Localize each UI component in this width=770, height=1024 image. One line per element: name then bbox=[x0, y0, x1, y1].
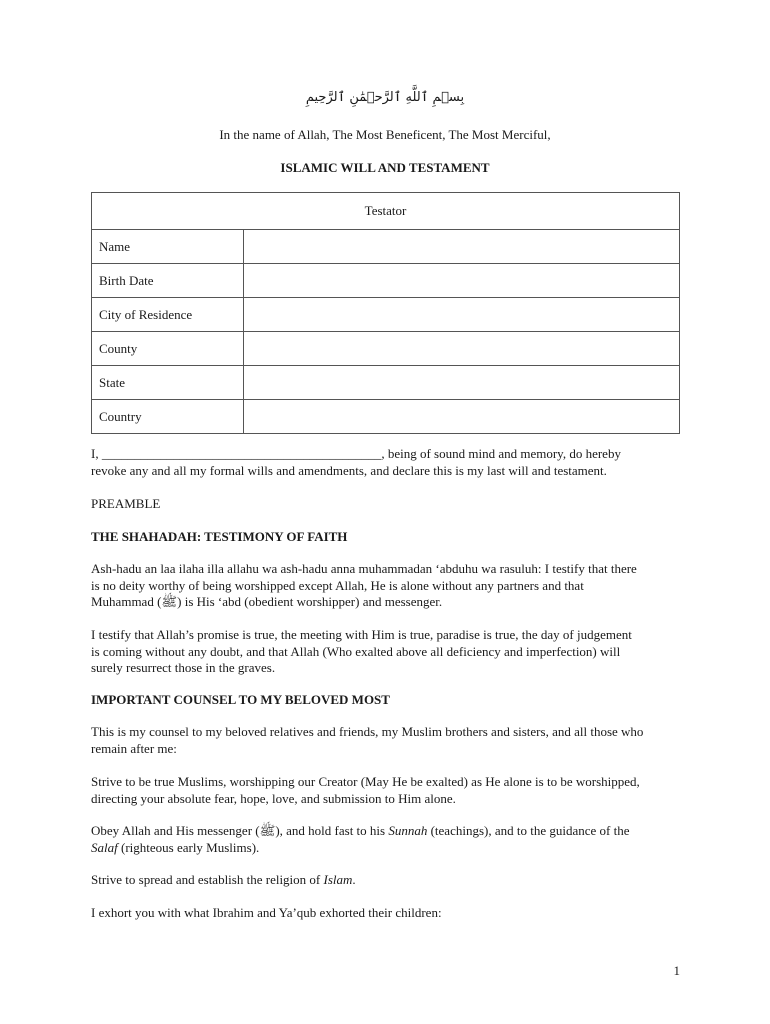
shahadah-paragraph-2 bbox=[91, 627, 686, 677]
table-row bbox=[92, 264, 680, 298]
shahadah-paragraph-1 bbox=[91, 561, 686, 611]
birth-date-field[interactable] bbox=[244, 264, 680, 298]
text-span: Obey Allah and His messenger (ﷺ), and hold fast to his bbox=[91, 823, 389, 838]
text-span: Strive to spread and establish the religion of bbox=[91, 872, 324, 887]
declaration-paragraph bbox=[91, 446, 686, 479]
sunnah-term: Sunnah bbox=[388, 823, 428, 838]
text-line: I testify that Allah’s promise is true, the meeting with Him is true, paradise is true, the day of judgement bbox=[91, 627, 632, 642]
testator-heading: Testator bbox=[92, 193, 680, 230]
birth-date-label: Birth Date bbox=[92, 264, 244, 298]
shahadah-heading: THE SHAHADAH: TESTIMONY OF FAITH bbox=[91, 529, 348, 544]
text-line bbox=[91, 823, 686, 840]
county-field[interactable] bbox=[244, 332, 680, 366]
text-line: Ash-hadu an laa ilaha illa allahu wa ash-hadu anna muhammadan ‘abduhu wa rasuluh: I testify that there bbox=[91, 561, 637, 576]
text-line: Strive to be true Muslims, worshipping our Creator (May He be exalted) as He alone is to be worshipped, bbox=[91, 774, 640, 789]
text-line: remain after me: bbox=[91, 740, 177, 756]
text-line: directing your absolute fear, hope, love, and submission to Him alone. bbox=[91, 790, 456, 806]
text-line bbox=[91, 840, 686, 857]
table-row bbox=[92, 400, 680, 434]
country-label: Country bbox=[92, 400, 244, 434]
text-line: This is my counsel to my beloved relatives and friends, my Muslim brothers and sisters, and all those who bbox=[91, 724, 644, 739]
counsel-paragraph-4 bbox=[91, 872, 686, 889]
page-number: 1 bbox=[673, 963, 680, 978]
invocation-line: In the name of Allah, The Most Beneficent, The Most Merciful, bbox=[219, 127, 551, 142]
table-row bbox=[92, 366, 680, 400]
city-field[interactable] bbox=[244, 298, 680, 332]
table-row bbox=[92, 332, 680, 366]
state-label: State bbox=[92, 366, 244, 400]
text-line: is coming without any doubt, and that Allah (Who exalted above all deficiency and imperfection) will bbox=[91, 643, 621, 659]
text-span: . bbox=[352, 872, 356, 887]
declaration-line: revoke any and all my formal wills and amendments, and declare this is my last will and testament. bbox=[91, 462, 607, 478]
name-label: Name bbox=[92, 230, 244, 264]
table-row bbox=[92, 298, 680, 332]
counsel-paragraph-1 bbox=[91, 724, 686, 757]
basmala-calligraphy: بِسۡمِ ٱللَّهِ ٱلرَّحۡمَٰنِ ٱلرَّحِيمِ bbox=[305, 90, 465, 105]
state-field[interactable] bbox=[244, 366, 680, 400]
preamble-heading: PREAMBLE bbox=[91, 496, 161, 511]
text-span: (teachings), and to the guidance of the bbox=[427, 823, 630, 838]
islam-term: Islam bbox=[323, 872, 353, 887]
name-field[interactable] bbox=[244, 230, 680, 264]
document-title: ISLAMIC WILL AND TESTAMENT bbox=[280, 160, 490, 175]
text-line: Muhammad (ﷺ) is His ‘abd (obedient worshipper) and messenger. bbox=[91, 594, 443, 609]
country-field[interactable] bbox=[244, 400, 680, 434]
counsel-paragraph-3 bbox=[91, 823, 686, 856]
city-label: City of Residence bbox=[92, 298, 244, 332]
counsel-heading: IMPORTANT COUNSEL TO MY BELOVED MOST bbox=[91, 692, 390, 707]
text-span: (righteous early Muslims). bbox=[117, 839, 260, 855]
testator-table bbox=[91, 192, 680, 434]
table-row bbox=[92, 230, 680, 264]
counsel-paragraph-5: I exhort you with what Ibrahim and Ya’qub exhorted their children: bbox=[91, 905, 442, 920]
text-line: is no deity worthy of being worshipped except Allah, He is alone without any partners and that bbox=[91, 577, 584, 593]
declaration-line: I, ___________________________________________, being of sound mind and memory, do hereby bbox=[91, 446, 621, 461]
salaf-term: Salaf bbox=[91, 839, 118, 855]
county-label: County bbox=[92, 332, 244, 366]
text-line: surely resurrect those in the graves. bbox=[91, 660, 276, 675]
counsel-paragraph-2 bbox=[91, 774, 686, 807]
